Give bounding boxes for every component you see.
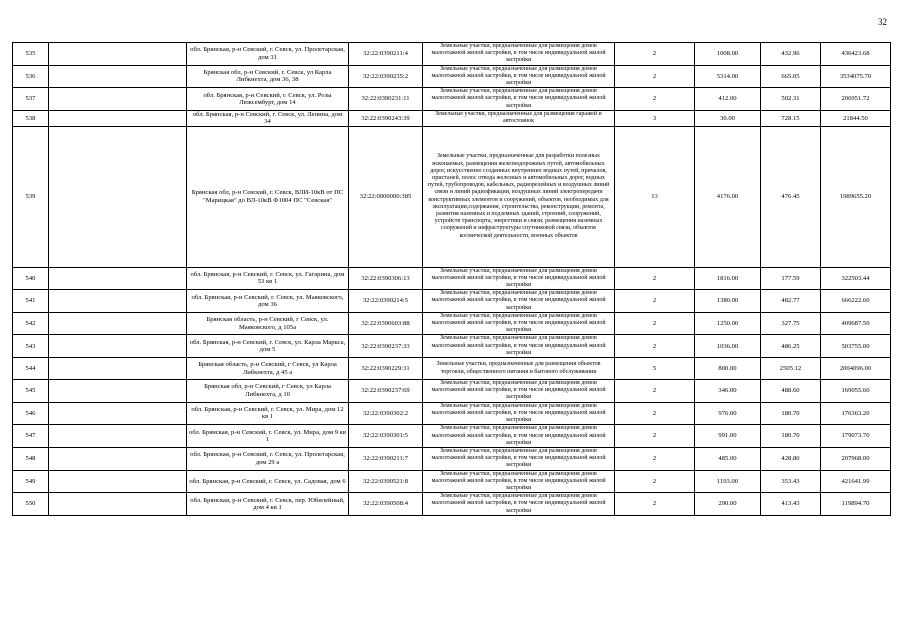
cadastral-value-cell: 176363.20 (821, 402, 891, 425)
land-use-category-cell: Земельные участки, предназначенные для размещения домов малоэтажной жилой застройки, в том числе индивидуальной жилой застройки (423, 425, 615, 448)
specific-value-cell: 482.77 (761, 290, 821, 313)
row-number: 535 (13, 43, 49, 66)
empty-cell (49, 312, 187, 335)
group-number-cell: 2 (615, 493, 695, 516)
specific-value-cell: 177.59 (761, 267, 821, 290)
cadastral-value-cell: 409687.50 (821, 312, 891, 335)
cadastral-value-cell: 207968.00 (821, 447, 891, 470)
specific-value-cell: 353.43 (761, 470, 821, 493)
specific-value-cell: 327.75 (761, 312, 821, 335)
row-number: 550 (13, 493, 49, 516)
row-number: 537 (13, 88, 49, 111)
specific-value-cell: 665.05 (761, 65, 821, 88)
address-cell: обл. Брянская, р-н Севский, г. Севск, ул. Пролетарская, дом 29 а (187, 447, 349, 470)
group-number-cell: 2 (615, 402, 695, 425)
land-use-category-cell: Земельные участки, предназначенные для размещения домов малоэтажной жилой застройки, в том числе индивидуальной жилой застройки (423, 335, 615, 358)
area-cell: 346.00 (695, 380, 761, 403)
group-number-cell: 2 (615, 43, 695, 66)
cadastral-value-cell: 3534075.70 (821, 65, 891, 88)
group-number-cell: 2 (615, 425, 695, 448)
table-body (13, 43, 891, 516)
empty-cell (49, 126, 187, 267)
address-cell: Брянская обл, р-н Севский, г. Севск, ул Карла Либкнехта, дом 36, 38 (187, 65, 349, 88)
area-cell: 5314.00 (695, 65, 761, 88)
cadastral-number-cell: 32:22:0390603:88 (349, 312, 423, 335)
group-number-cell: 2 (615, 447, 695, 470)
row-number: 548 (13, 447, 49, 470)
cadastral-number-cell: 32:22:0390508:4 (349, 493, 423, 516)
address-cell: обл. Брянская, р-н Севский, г. Севск, ул. Маяковского, дом 36 (187, 290, 349, 313)
address-cell: Брянская обл, р-н Севский, г Севск, ул Карла Либкнехта, д 10 (187, 380, 349, 403)
area-cell: 1250.00 (695, 312, 761, 335)
area-cell: 1193.00 (695, 470, 761, 493)
land-use-category-cell: Земельные участки, предназначенные для размещения объектов торговли, общественного питания и бытового обслуживания (423, 358, 615, 380)
table-row (13, 470, 891, 493)
empty-cell (49, 267, 187, 290)
area-cell: 485.00 (695, 447, 761, 470)
group-number-cell: 2 (615, 290, 695, 313)
land-use-category-cell: Земельные участки, предназначенные для размещения домов малоэтажной жилой застройки, в том числе индивидуальной жилой застройки (423, 447, 615, 470)
address-cell: обл. Брянская, р-н Севский, г. Севск, ул. Розы Люксембург, дом 14 (187, 88, 349, 111)
group-number-cell: 13 (615, 126, 695, 267)
address-cell: обл. Брянская, р-н Севский, г. Севск, пер. Юбилейный, дом 4 кв 1 (187, 493, 349, 516)
empty-cell (49, 402, 187, 425)
table-row (13, 402, 891, 425)
land-use-category-cell: Земельные участки, предназначенные для размещения домов малоэтажной жилой застройки, в том числе индивидуальной жилой застройки (423, 402, 615, 425)
specific-value-cell: 502.31 (761, 88, 821, 111)
area-cell: 991.00 (695, 425, 761, 448)
specific-value-cell: 488.60 (761, 380, 821, 403)
empty-cell (49, 335, 187, 358)
group-number-cell: 2 (615, 470, 695, 493)
area-cell: 1380.00 (695, 290, 761, 313)
cadastral-number-cell: 32:22:0390237:33 (349, 335, 423, 358)
table-row (13, 358, 891, 380)
row-number: 541 (13, 290, 49, 313)
land-use-category-cell: Земельные участки, предназначенные для размещения домов малоэтажной жилой застройки, в том числе индивидуальной жилой застройки (423, 493, 615, 516)
area-cell: 4176.00 (695, 126, 761, 267)
cadastral-value-cell: 169055.60 (821, 380, 891, 403)
cadastral-value-cell: 421641.99 (821, 470, 891, 493)
empty-cell (49, 380, 187, 403)
group-number-cell: 2 (615, 65, 695, 88)
empty-cell (49, 43, 187, 66)
empty-cell (49, 447, 187, 470)
group-number-cell: 2 (615, 267, 695, 290)
group-number-cell: 2 (615, 380, 695, 403)
cadastral-number-cell: 32:22:0390211:7 (349, 447, 423, 470)
cadastral-value-cell: 119894.70 (821, 493, 891, 516)
land-use-category-cell: Земельные участки, предназначенные для разработки полезных ископаемых, размещения железнодорожных путей, автомобильных дорог, искусственно созданных внутренних водных путей, причалов, пристаней, полос отвода железных и автомобильных дорог, водных путей, трубопроводов, кабельных, радиорелейных и воздушных линий связи и линий радиофикации, воздушных линий электропередачи конструктивных элементов и сооружений, объектов, необходимых для эксплуатации,содержания, строительства, реконструкции, ремонта, развития наземных и подземных зданий, строений, сооружений, устройств транспорта, энергетики и связи; размещения наземных сооружений и инфраструктуры спутниковой связи, объектов космической деятельности, военных объектов (423, 126, 615, 267)
area-cell: 290.00 (695, 493, 761, 516)
address-cell: обл. Брянская, р-н Севский, г. Севск, ул. Карла Маркса, дом 5 (187, 335, 349, 358)
cadastral-number-cell: 32:22:0390306:13 (349, 267, 423, 290)
specific-value-cell: 728.15 (761, 110, 821, 126)
address-cell: обл. Брянская, р-н Севский, г. Севск, ул. Садовая, дом 6 (187, 470, 349, 493)
specific-value-cell: 180.70 (761, 425, 821, 448)
table-row (13, 290, 891, 313)
row-number: 538 (13, 110, 49, 126)
table-row (13, 43, 891, 66)
group-number-cell: 2 (615, 88, 695, 111)
cadastral-number-cell: 32:22:0390214:5 (349, 290, 423, 313)
cadastral-number-cell: 32:22:0390243:39 (349, 110, 423, 126)
row-number: 540 (13, 267, 49, 290)
empty-cell (49, 493, 187, 516)
land-use-category-cell: Земельные участки, предназначенные для размещения гаражей и автостоянок (423, 110, 615, 126)
specific-value-cell: 428.80 (761, 447, 821, 470)
cadastral-value-cell: 206951.72 (821, 88, 891, 111)
table-row (13, 380, 891, 403)
land-use-category-cell: Земельные участки, предназначенные для размещения домов малоэтажной жилой застройки, в том числе индивидуальной жилой застройки (423, 267, 615, 290)
area-cell: 412.00 (695, 88, 761, 111)
row-number: 539 (13, 126, 49, 267)
cadastral-number-cell: 32:22:0390302:2 (349, 402, 423, 425)
address-cell: Брянская обл, р-н Севский, г. Севск, ВЛИ-10кВ от ПС "Марицкая" до ВЛ-10кВ Ф1004 ПС "Севская" (187, 126, 349, 267)
cadastral-value-cell: 179073.70 (821, 425, 891, 448)
table-row (13, 425, 891, 448)
address-cell: обл. Брянская, р-н Севский, г. Севск, ул. Пролетарская, дом 31 (187, 43, 349, 66)
row-number: 547 (13, 425, 49, 448)
group-number-cell: 2 (615, 312, 695, 335)
table-row (13, 335, 891, 358)
land-use-category-cell: Земельные участки, предназначенные для размещения домов малоэтажной жилой застройки, в том числе индивидуальной жилой застройки (423, 312, 615, 335)
area-cell: 30.00 (695, 110, 761, 126)
group-number-cell: 3 (615, 110, 695, 126)
specific-value-cell: 2505.12 (761, 358, 821, 380)
table-row (13, 267, 891, 290)
cadastral-number-cell: 32:22:0000000:385 (349, 126, 423, 267)
row-number: 549 (13, 470, 49, 493)
specific-value-cell: 180.70 (761, 402, 821, 425)
row-number: 544 (13, 358, 49, 380)
address-cell: Брянская область, р-н Севский, г Севск, ул. Маяковского, д 105а (187, 312, 349, 335)
address-cell: обл. Брянская, р-н Севский, г. Севск, ул. Ленина, дом 34 (187, 110, 349, 126)
table-row (13, 126, 891, 267)
empty-cell (49, 110, 187, 126)
specific-value-cell: 432.96 (761, 43, 821, 66)
row-number: 542 (13, 312, 49, 335)
land-use-category-cell: Земельные участки, предназначенные для размещения домов малоэтажной жилой застройки, в том числе индивидуальной жилой застройки (423, 65, 615, 88)
cadastral-number-cell: 32:22:0390229:31 (349, 358, 423, 380)
table-row (13, 447, 891, 470)
cadastral-number-cell: 32:22:0390301:5 (349, 425, 423, 448)
area-cell: 1008.00 (695, 43, 761, 66)
cadastral-value-cell: 666222.60 (821, 290, 891, 313)
empty-cell (49, 425, 187, 448)
cadastral-registry-table (12, 42, 891, 516)
row-number: 543 (13, 335, 49, 358)
empty-cell (49, 88, 187, 111)
area-cell: 1036.00 (695, 335, 761, 358)
land-use-category-cell: Земельные участки, предназначенные для размещения домов малоэтажной жилой застройки, в том числе индивидуальной жилой застройки (423, 470, 615, 493)
empty-cell (49, 470, 187, 493)
specific-value-cell: 413.43 (761, 493, 821, 516)
table-row (13, 65, 891, 88)
cadastral-number-cell: 32:22:0390237:69 (349, 380, 423, 403)
table-row (13, 88, 891, 111)
row-number: 546 (13, 402, 49, 425)
cadastral-value-cell: 503755.00 (821, 335, 891, 358)
cadastral-number-cell: 32:22:0390211:4 (349, 43, 423, 66)
cadastral-number-cell: 32:22:0390235:2 (349, 65, 423, 88)
row-number: 545 (13, 380, 49, 403)
empty-cell (49, 290, 187, 313)
land-use-category-cell: Земельные участки, предназначенные для размещения домов малоэтажной жилой застройки, в том числе индивидуальной жилой застройки (423, 43, 615, 66)
empty-cell (49, 358, 187, 380)
empty-cell (49, 65, 187, 88)
address-cell: Брянская область, р-н Севский, г Севск, ул Карла Либкнехта, д 45 а (187, 358, 349, 380)
area-cell: 976.00 (695, 402, 761, 425)
table-row (13, 312, 891, 335)
cadastral-value-cell: 21844.50 (821, 110, 891, 126)
group-number-cell: 2 (615, 335, 695, 358)
group-number-cell: 5 (615, 358, 695, 380)
land-use-category-cell: Земельные участки, предназначенные для размещения домов малоэтажной жилой застройки, в том числе индивидуальной жилой застройки (423, 88, 615, 111)
address-cell: обл. Брянская, р-н Севский, г. Севск, ул. Мира, дом 9 кв 1 (187, 425, 349, 448)
cadastral-value-cell: 2004096.00 (821, 358, 891, 380)
land-use-category-cell: Земельные участки, предназначенные для размещения домов малоэтажной жилой застройки, в том числе индивидуальной жилой застройки (423, 380, 615, 403)
address-cell: обл. Брянская, р-н Севский, г. Севск, ул. Гагарина, дом 53 кв 1 (187, 267, 349, 290)
cadastral-number-cell: 32:22:0390521:8 (349, 470, 423, 493)
area-cell: 1816.00 (695, 267, 761, 290)
specific-value-cell: 476.45 (761, 126, 821, 267)
specific-value-cell: 486.25 (761, 335, 821, 358)
cadastral-value-cell: 436423.68 (821, 43, 891, 66)
table-row (13, 493, 891, 516)
cadastral-value-cell: 1989655.20 (821, 126, 891, 267)
table-row (13, 110, 891, 126)
address-cell: обл. Брянская, р-н Севский, г. Севск, ул. Мира, дом 12 кв 1 (187, 402, 349, 425)
cadastral-value-cell: 322503.44 (821, 267, 891, 290)
land-use-category-cell: Земельные участки, предназначенные для размещения домов малоэтажной жилой застройки, в том числе индивидуальной жилой застройки (423, 290, 615, 313)
area-cell: 800.00 (695, 358, 761, 380)
page-number: 32 (878, 17, 887, 27)
cadastral-number-cell: 32:22:0390231:11 (349, 88, 423, 111)
row-number: 536 (13, 65, 49, 88)
